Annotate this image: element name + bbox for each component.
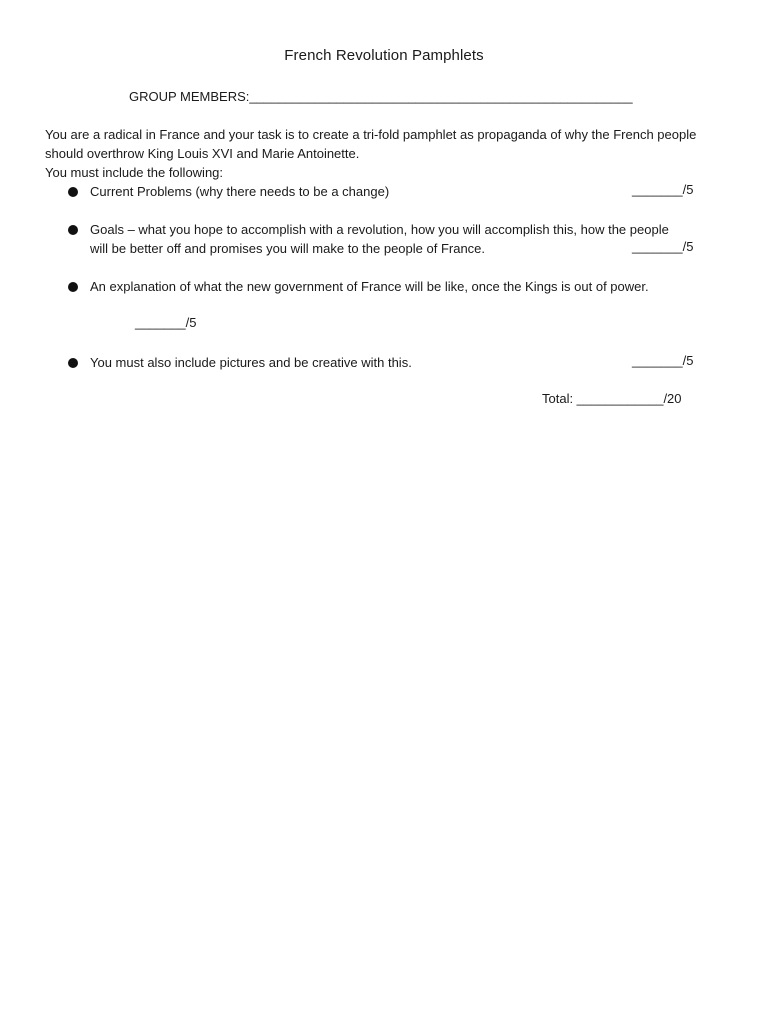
score-blank: _______/5 <box>135 315 197 330</box>
bullet-icon <box>68 225 78 235</box>
score-blank: _______/5 <box>632 239 694 254</box>
requirement-text: Current Problems (why there needs to be a change) <box>90 184 390 199</box>
instructions-line: You are a radical in France and your task is to create a tri-fold pamphlet as propaganda of why the French people <box>45 127 697 142</box>
total-score: Total: ____________/20 <box>542 391 682 406</box>
requirement-text: An explanation of what the new government of France will be like, once the Kings is out of power. <box>90 279 649 294</box>
requirement-text: You must also include pictures and be creative with this. <box>90 355 412 370</box>
score-blank: _______/5 <box>632 353 694 368</box>
bullet-icon <box>68 187 78 197</box>
instructions-line: should overthrow King Louis XVI and Marie Antoinette. <box>45 146 360 161</box>
requirement-text: will be better off and promises you will make to the people of France. <box>90 241 486 256</box>
instructions-line: You must include the following: <box>45 165 224 180</box>
requirement-text: Goals – what you hope to accomplish with a revolution, how you will accomplish this, how the people <box>90 222 669 237</box>
score-blank: _______/5 <box>632 182 694 197</box>
bullet-icon <box>68 358 78 368</box>
bullet-icon <box>68 282 78 292</box>
instructions <box>45 125 735 182</box>
page-title: French Revolution Pamphlets <box>284 47 484 64</box>
group-members-field: GROUP MEMBERS:_____________________________________________________ <box>129 89 633 104</box>
